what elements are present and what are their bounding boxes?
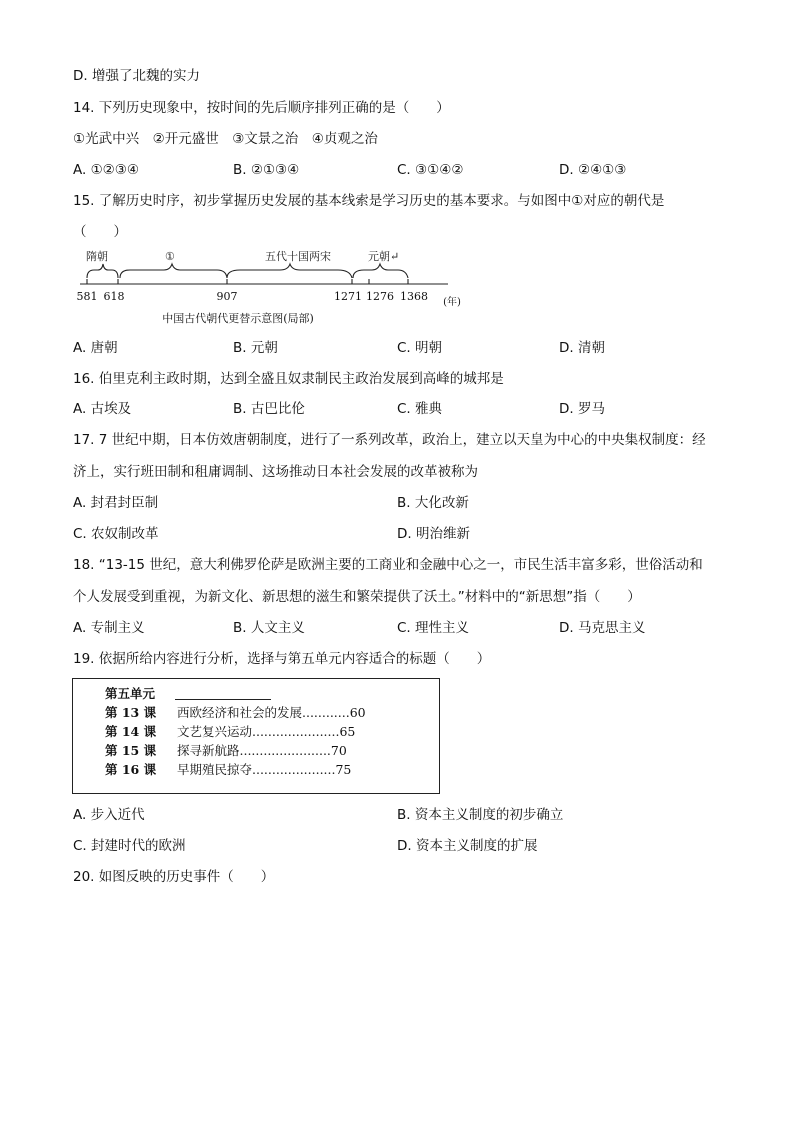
q15-option-c[interactable]: C. 明朝 (397, 340, 443, 356)
year-581: 581 (76, 290, 98, 303)
lesson-16-number: 第 16 课 (105, 762, 157, 777)
timeline-label-wudai-song: 五代十国两宋 (265, 250, 331, 263)
q15-option-b[interactable]: B. 元朝 (233, 340, 278, 356)
timeline-label-sui: 隋朝 (86, 250, 108, 263)
q18-option-c[interactable]: C. 理性主义 (397, 620, 470, 636)
q17-option-a[interactable]: A. 封君封臣制 (73, 495, 159, 511)
brace-sui (87, 264, 118, 278)
q18-option-a[interactable]: A. 专制主义 (73, 620, 145, 636)
unit-title-blank (175, 699, 271, 700)
q19-stem: 19. 依据所给内容进行分析，选择与第五单元内容适合的标题（ ） (73, 651, 491, 667)
timeline-caption: 中国古代朝代更替示意图(局部) (162, 312, 314, 325)
lesson-14-title: 文艺复兴运动......................65 (177, 724, 356, 739)
q17-option-c[interactable]: C. 农奴制改革 (73, 526, 159, 542)
q15-stem-line2: （ ） (73, 224, 127, 240)
q13-option-d: D. 增强了北魏的实力 (73, 68, 200, 84)
q14-option-a[interactable]: A. ①②③④ (73, 162, 139, 178)
q17-option-b[interactable]: B. 大化改新 (397, 495, 469, 511)
lesson-15-title: 探寻新航路.......................70 (177, 743, 347, 758)
q14-option-c[interactable]: C. ③①④② (397, 162, 464, 178)
lesson-16-title: 早期殖民掠夺.....................75 (177, 762, 352, 777)
q16-option-b[interactable]: B. 古巴比伦 (233, 401, 305, 417)
q19-option-b[interactable]: B. 资本主义制度的初步确立 (397, 807, 564, 823)
q18-option-b[interactable]: B. 人文主义 (233, 620, 305, 636)
q17-stem-line2: 济上，实行班田制和租庸调制、这场推动日本社会发展的改革被称为 (73, 464, 478, 480)
q14-option-b[interactable]: B. ②①③④ (233, 162, 300, 178)
year-1276: 1276 (366, 290, 394, 303)
dynasty-timeline-figure (72, 244, 472, 330)
q15-option-d[interactable]: D. 清朝 (559, 340, 605, 356)
q19-option-a[interactable]: A. 步入近代 (73, 807, 145, 823)
year-unit: (年) (443, 297, 461, 308)
q17-stem-line1: 17. 7 世纪中期，日本仿效唐朝制度，进行了一系列改革，政治上，建立以天皇为中心的中央集权制度：经 (73, 432, 706, 448)
q19-option-c[interactable]: C. 封建时代的欧洲 (73, 838, 186, 854)
brace-yuan (353, 264, 408, 278)
year-907: 907 (216, 290, 238, 303)
lesson-15-number: 第 15 课 (105, 743, 157, 758)
year-1368: 1368 (400, 290, 428, 303)
q14-option-d[interactable]: D. ②④①③ (559, 162, 627, 178)
year-618: 618 (103, 290, 125, 303)
timeline-label-yuan: 元朝↵ (368, 250, 400, 263)
q15-option-a[interactable]: A. 唐朝 (73, 340, 118, 356)
q17-option-d[interactable]: D. 明治维新 (397, 526, 470, 542)
q16-option-c[interactable]: C. 雅典 (397, 401, 443, 417)
unit-contents-box (72, 678, 440, 794)
q14-stem: 14. 下列历史现象中，按时间的先后顺序排列正确的是（ ） (73, 100, 450, 116)
q18-option-d[interactable]: D. 马克思主义 (559, 620, 646, 636)
q19-option-d[interactable]: D. 资本主义制度的扩展 (397, 838, 538, 854)
brace-circle-1 (120, 264, 227, 278)
q18-stem-line2: 个人发展受到重视，为新文化、新思想的滋生和繁荣提供了沃土。”材料中的“新思想”指（ ） (73, 589, 641, 605)
q20-stem: 20. 如图反映的历史事件（ ） (73, 869, 275, 885)
brace-wudai-song (227, 264, 352, 278)
lesson-14-number: 第 14 课 (105, 724, 157, 739)
q14-items: ①光武中兴 ②开元盛世 ③文景之治 ④贞观之治 (73, 131, 378, 147)
lesson-13-title: 西欧经济和社会的发展............60 (177, 705, 366, 720)
q18-stem-line1: 18. “13-15 世纪，意大利佛罗伦萨是欧洲主要的工商业和金融中心之一，市民生活丰富多彩，世俗活动和 (73, 557, 703, 573)
q16-stem: 16. 伯里克利主政时期，达到全盛且奴隶制民主政治发展到高峰的城邦是 (73, 371, 504, 387)
q16-option-d[interactable]: D. 罗马 (559, 401, 605, 417)
year-1271: 1271 (334, 290, 362, 303)
unit-title: 第五单元 (105, 686, 156, 701)
q16-option-a[interactable]: A. 古埃及 (73, 401, 132, 417)
lesson-13-number: 第 13 课 (105, 705, 157, 720)
timeline-label-circle-1: ① (165, 250, 175, 263)
q15-stem-line1: 15. 了解历史时序，初步掌握历史发展的基本线索是学习历史的基本要求。与如图中①对应的朝代是 (73, 193, 665, 209)
